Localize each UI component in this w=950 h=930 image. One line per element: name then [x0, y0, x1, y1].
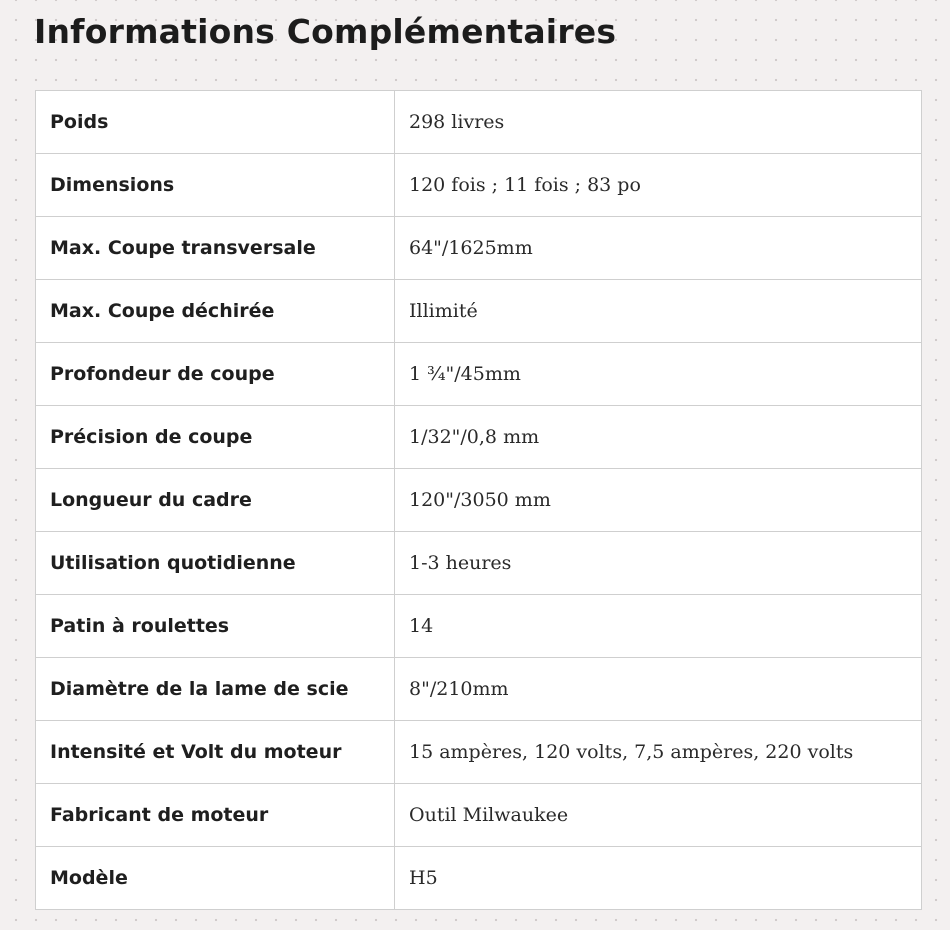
table-row: [36, 784, 922, 847]
table-row: [36, 847, 922, 910]
table-row: [36, 91, 922, 154]
table-row: [36, 406, 922, 469]
spec-value: 1/32"/0,8 mm: [395, 406, 922, 469]
table-row: [36, 154, 922, 217]
spec-label: Poids: [36, 91, 395, 154]
spec-label: Intensité et Volt du moteur: [36, 721, 395, 784]
spec-label: Max. Coupe déchirée: [36, 280, 395, 343]
spec-label: Diamètre de la lame de scie: [36, 658, 395, 721]
specifications-table: [35, 90, 922, 910]
spec-value: 1-3 heures: [395, 532, 922, 595]
spec-value: H5: [395, 847, 922, 910]
spec-value: Illimité: [395, 280, 922, 343]
table-row: [36, 658, 922, 721]
spec-value: 64"/1625mm: [395, 217, 922, 280]
spec-value: Outil Milwaukee: [395, 784, 922, 847]
spec-value: 120 fois ; 11 fois ; 83 po: [395, 154, 922, 217]
spec-value: 298 livres: [395, 91, 922, 154]
spec-label: Longueur du cadre: [36, 469, 395, 532]
spec-value: 120"/3050 mm: [395, 469, 922, 532]
spec-value: 15 ampères, 120 volts, 7,5 ampères, 220 volts: [395, 721, 922, 784]
spec-value: 14: [395, 595, 922, 658]
spec-value: 8"/210mm: [395, 658, 922, 721]
spec-label: Précision de coupe: [36, 406, 395, 469]
page-title: Informations Complémentaires: [34, 12, 617, 51]
table-row: [36, 595, 922, 658]
table-row: [36, 532, 922, 595]
spec-label: Patin à roulettes: [36, 595, 395, 658]
table-row: [36, 343, 922, 406]
spec-label: Fabricant de moteur: [36, 784, 395, 847]
spec-label: Utilisation quotidienne: [36, 532, 395, 595]
table-row: [36, 469, 922, 532]
table-row: [36, 280, 922, 343]
table-row: [36, 217, 922, 280]
spec-label: Max. Coupe transversale: [36, 217, 395, 280]
table-row: [36, 721, 922, 784]
spec-label: Profondeur de coupe: [36, 343, 395, 406]
spec-value: 1 ¾"/45mm: [395, 343, 922, 406]
spec-label: Modèle: [36, 847, 395, 910]
spec-label: Dimensions: [36, 154, 395, 217]
